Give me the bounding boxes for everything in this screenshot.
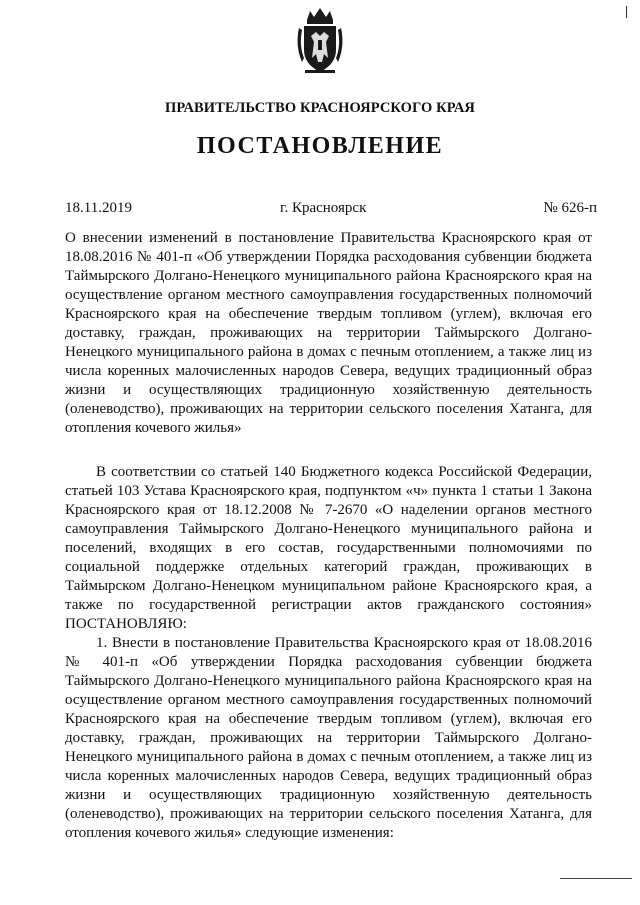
document-title: О внесении изменений в постановление Правительства Красноярского края от 18.08.2016 № 401-п «Об утверждении Порядка расходования субвенции бюджета Таймырского Долгано-Ненецкого муниципального района Красноярского края на осуществление органом местного самоуправления государственных полномочий Красноярского края на обеспечение твердым топливом (углем), включая его доставку, граждан, проживающих на территории Таймырского Долгано-Ненецкого муниципального района в домах с печным отоплением, а также лиц из числа коренных малочисленных народов Севера, ведущих традиционный образ жизни и осуществляющих традиционную хозяйственную деятельность (оленеводство), проживающих на территории сельского поселения Хатанга, для отопления кочевого жилья» bbox=[65, 230, 592, 436]
document-city: г. Красноярск bbox=[280, 200, 367, 216]
krasnoyarsk-coat-of-arms-icon bbox=[293, 6, 347, 76]
scan-bottom-line bbox=[560, 878, 632, 879]
item-1-paragraph: 1. Внести в постановление Правительства Красноярского края от 18.08.2016 № 401-п «Об утверждении Порядка расходования субвенции бюджета Таймырского Долгано-Ненецкого муниципального района Красноярского края на осуществление органом местного самоуправления государственных полномочий Красноярского края на обеспечение твердым топливом (углем), включая его доставку, граждан, проживающих на территории Таймырского Долгано-Ненецкого муниципального района в домах с печным отоплением, а также лиц из числа коренных малочисленных народов Севера, ведущих традиционный образ жизни и осуществляющих традиционную хозяйственную деятельность (оленеводство), проживающих на территории сельского поселения Хатанга, для отопления кочевого жилья» следующие изменения: bbox=[65, 635, 592, 841]
document-type: ПОСТАНОВЛЕНИЕ bbox=[196, 133, 444, 159]
scan-edge-mark bbox=[626, 6, 627, 18]
document-number: № 626-п bbox=[543, 200, 597, 216]
organization-name: ПРАВИТЕЛЬСТВО КРАСНОЯРСКОГО КРАЯ bbox=[164, 100, 475, 116]
preamble-paragraph: В соответствии со статьей 140 Бюджетного кодекса Российской Федерации, статьей 103 Устава Красноярского края, подпунктом «ч» пункта 1 статьи 1 Закона Красноярского края от 18.12.2008 № 7-2670 «О наделении органов местного самоуправления Таймырского Долгано-Ненецкого муниципального района и поселений, входящих в его состав, государственными полномочиями по социальной поддержке отдельных категорий граждан, проживающих в Таймырском Долгано-Ненецком муниципальном районе Красноярского края, а также по государственной регистрации актов гражданского состояния» ПОСТАНОВЛЯЮ: bbox=[65, 464, 592, 632]
document-body bbox=[65, 463, 592, 843]
document-date: 18.11.2019 bbox=[65, 200, 132, 216]
